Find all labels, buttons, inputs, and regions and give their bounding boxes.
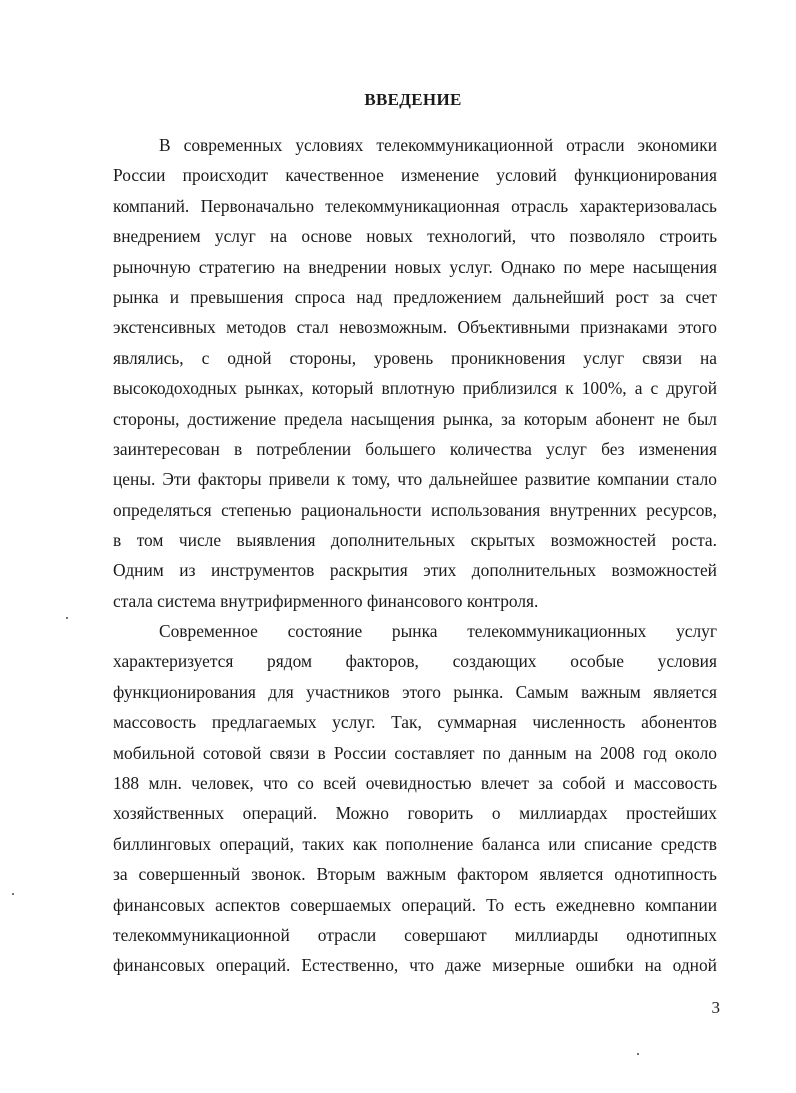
text-line: за совершенный звонок. Вторым важным фактором является однотипность [113, 864, 717, 885]
text-line: телекоммуникационной отрасли совершают миллиарды однотипных [113, 924, 717, 945]
text-line: компаний. Первоначально телекоммуникационная отрасль характеризовалась [113, 195, 717, 216]
text-line: мобильной сотовой связи в России составляет по данным на 2008 год около [113, 742, 717, 763]
text-line: в том числе выявления дополнительных скрытых возможностей роста. [113, 530, 717, 551]
text-line: заинтересован в потреблении большего количества услуг без изменения [113, 438, 717, 459]
text-line: являлись, с одной стороны, уровень проникновения услуг связи на [113, 347, 717, 368]
text-line: внедрением услуг на основе новых технологий, что позволяло строить [113, 226, 717, 247]
page-title: ВВЕДЕНИЕ [364, 90, 462, 109]
text-line: определяться степенью рациональности использования внутренних ресурсов, [113, 499, 717, 520]
text-line: функционирования для участников этого рынка. Самым важным является [113, 681, 717, 702]
text-line: России происходит качественное изменение условий функционирования [113, 165, 717, 186]
text-line: стала система внутрифирменного финансового контроля. [113, 590, 539, 611]
page-number: 3 [711, 998, 720, 1017]
text-line: 188 млн. человек, что со всей очевидностью влечет за собой и массовость [113, 772, 717, 793]
scan-speck [66, 617, 68, 619]
scan-speck [12, 893, 14, 895]
text-line: Современное состояние рынка телекоммуникационных услуг [159, 621, 717, 641]
text-line: цены. Эти факторы привели к тому, что дальнейшее развитие компании стало [113, 469, 717, 490]
text-line: массовость предлагаемых услуг. Так, суммарная численность абонентов [113, 712, 717, 733]
text-line: В современных условиях телекоммуникационной отрасли экономики [159, 135, 717, 155]
text-line: Одним из инструментов раскрытия этих дополнительных возможностей [113, 560, 717, 581]
text-line: рыночную стратегию на внедрении новых услуг. Однако по мере насыщения [113, 256, 717, 277]
text-line: хозяйственных операций. Можно говорить о миллиардах простейших [113, 803, 717, 824]
paragraph-1 [113, 130, 717, 616]
text-line: финансовых аспектов совершаемых операций. То есть ежедневно компании [113, 894, 717, 915]
text-line: биллинговых операций, таких как пополнение баланса или списание средств [113, 833, 717, 854]
paragraph-2 [113, 616, 717, 981]
text-line: рынка и превышения спроса над предложением дальнейший рост за счет [113, 286, 717, 307]
text-line: высокодоходных рынках, который вплотную приблизился к 100%, а с другой [113, 378, 717, 399]
text-line: финансовых операций. Естественно, что даже мизерные ошибки на одной [113, 955, 717, 976]
scan-speck [637, 1053, 639, 1055]
text-line: характеризуется рядом факторов, создающих особые условия [113, 651, 717, 672]
text-line: экстенсивных методов стал невозможным. Объективными признаками этого [113, 317, 717, 338]
text-line: стороны, достижение предела насыщения рынка, за которым абонент не был [113, 408, 717, 429]
